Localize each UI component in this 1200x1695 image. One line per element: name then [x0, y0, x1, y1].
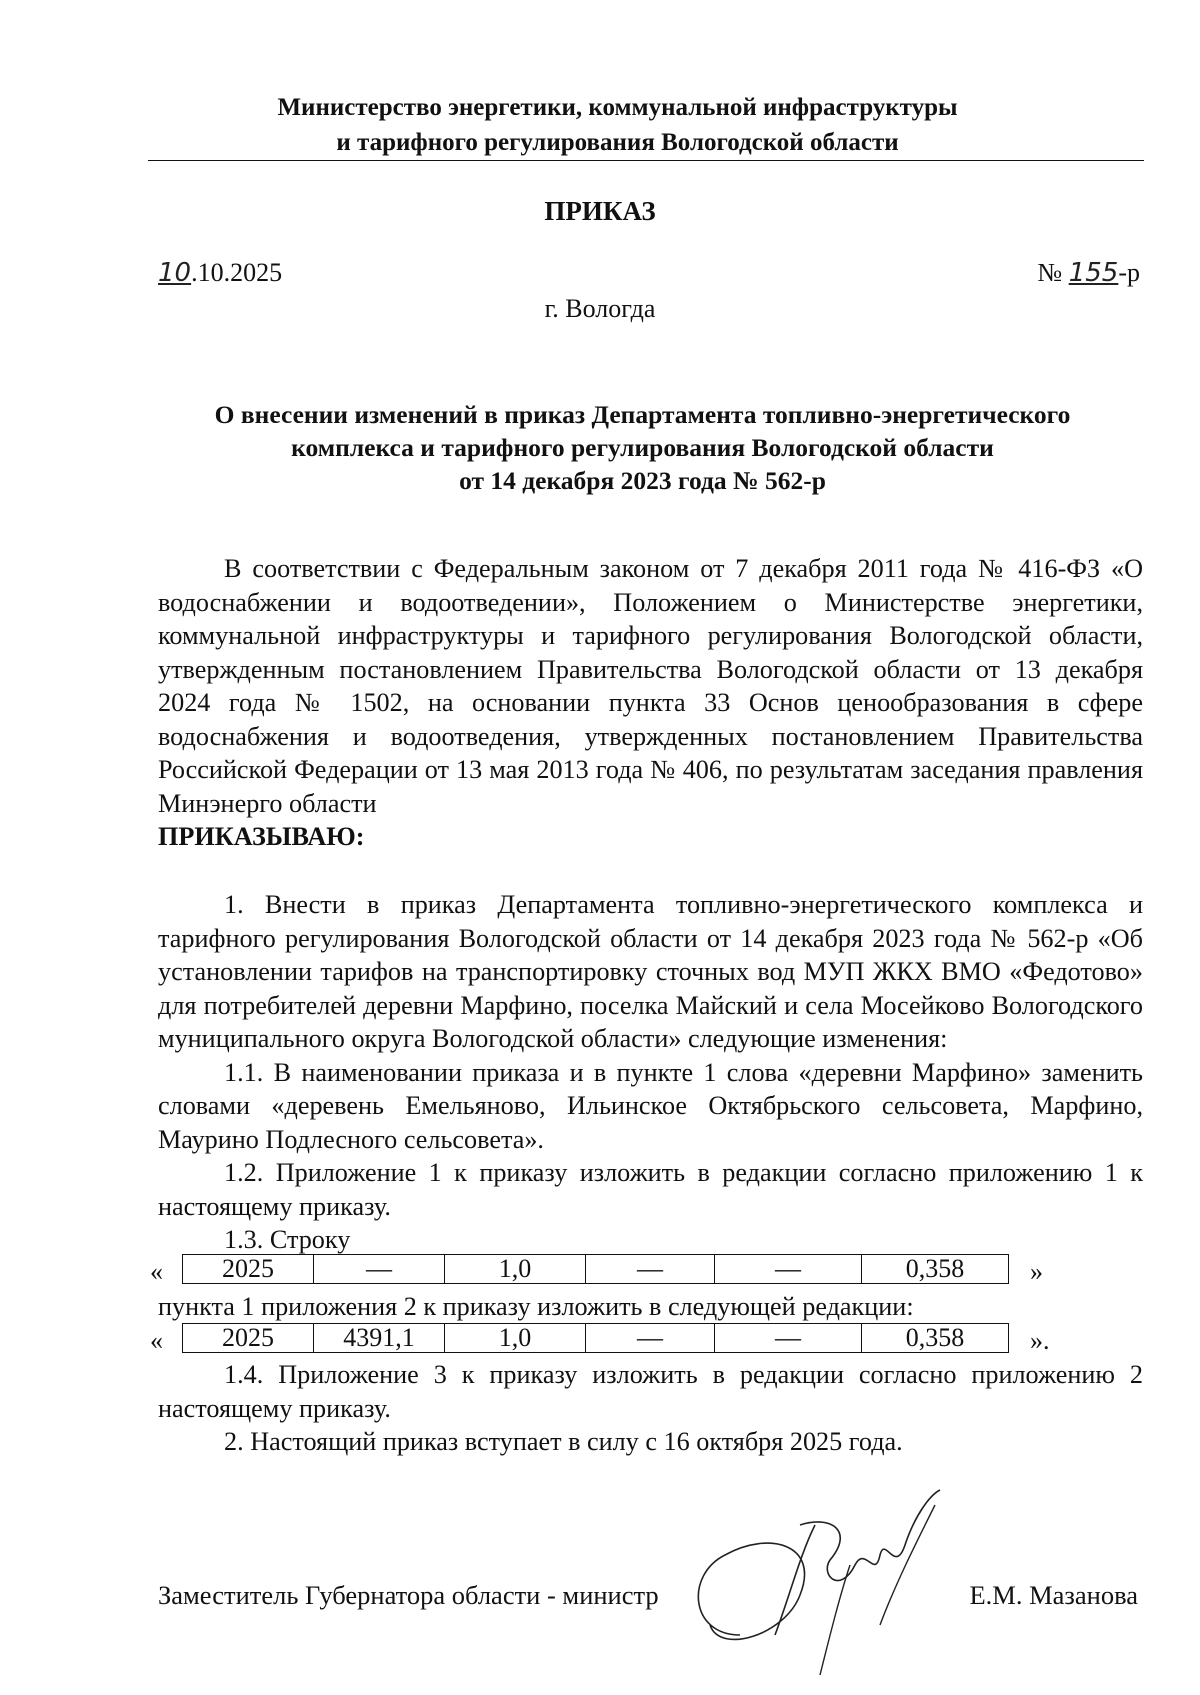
item-1: 1. Внести в приказ Департамента топливно-энергетического комплекса и тарифного регулирования Вологодской области от 14 декабря 2023 года № 562-р «Об установлении тарифов на транспортировку сточных вод МУП ЖКХ ВМО «Федотово» для потребителей деревни Марфино, поселка Майский и села Мосейково Вологодского муниципального округа Вологодской области» следующие изменения:	[158, 890, 1143, 1053]
signatory-position: Заместитель Губернатора области - министр	[158, 1580, 659, 1610]
city: г. Вологда	[544, 294, 656, 323]
date-day-handwritten: 10	[158, 258, 192, 288]
cell: 0,358	[862, 1255, 1009, 1284]
number-suffix: -р	[1118, 258, 1140, 287]
row-old-close: »	[1030, 1257, 1043, 1286]
cell: —	[314, 1255, 445, 1284]
tariff-row-new	[182, 1323, 1009, 1353]
cell: 4391,1	[314, 1324, 445, 1353]
ministry-line-2: и тарифного регулирования Вологодской области	[336, 129, 899, 156]
row-new-open: «	[150, 1326, 163, 1355]
cell: 2025	[183, 1324, 314, 1353]
mid-text: пункта 1 приложения 2 к приказу изложить в следующей редакции:	[158, 1292, 914, 1321]
tariff-row-old	[182, 1254, 1009, 1284]
order-subject	[150, 398, 1135, 497]
cell: 1,0	[445, 1324, 586, 1353]
subject-line-3: от 14 декабря 2023 года № 562-р	[459, 466, 826, 495]
ministry-header	[150, 90, 1085, 160]
handwritten-signature	[680, 1485, 950, 1685]
date-rest: .10.2025	[191, 258, 283, 287]
order-word: ПРИКАЗЫВАЮ:	[158, 822, 365, 851]
signatory-name: Е.М. Мазанова	[969, 1580, 1138, 1610]
number-handwritten: 155	[1068, 258, 1119, 288]
item-1-1: 1.1. В наименовании приказа и в пункте 1 слова «деревни Марфино» заменить словами «деревень Емельяново, Ильинское Октябрьского сельсовета, Марфино, Маурино Подлесного сельсовета».	[158, 1057, 1143, 1154]
doc-type-title: ПРИКАЗ	[544, 196, 656, 226]
item-2: 2. Настоящий приказ вступает в силу с 16 октября 2025 года.	[224, 1427, 903, 1456]
preamble-text: В соответствии с Федеральным законом от 7 декабря 2011 года № 416-ФЗ «О водоснабжении и водоотведении», Положением о Министерстве энергетики, коммунальной инфраструктуры и тарифного регулирования Вологодской области, утвержденным постановлением Правительства Вологодской области от 13 декабря 2024 года № 1502, на основании пункта 33 Основ ценообразования в сфере водоснабжения и водоотведения, утвержденных постановлением Правительства Российской Федерации от 13 мая 2013 года № 406, по результатам заседания правления Минэнерго области	[158, 554, 1143, 818]
cell: 1,0	[445, 1255, 586, 1284]
cell: —	[586, 1324, 715, 1353]
closing-items	[158, 1358, 1143, 1459]
row-old-open: «	[150, 1257, 163, 1286]
order-items	[158, 888, 1143, 1257]
item-1-3: 1.3. Строку	[224, 1225, 351, 1254]
header-rule	[148, 160, 1144, 161]
subject-line-1: О внесении изменений в приказ Департамента топливно-энергетического	[214, 400, 1071, 429]
cell: —	[586, 1255, 715, 1284]
subject-line-2: комплекса и тарифного регулирования Вологодской области	[291, 433, 994, 462]
cell: 2025	[183, 1255, 314, 1284]
cell: —	[715, 1324, 862, 1353]
order-number	[1037, 258, 1140, 288]
item-1-2: 1.2. Приложение 1 к приказу изложить в редакции согласно приложению 1 к настоящему приказу.	[158, 1158, 1143, 1221]
preamble	[158, 552, 1143, 854]
cell: —	[715, 1255, 862, 1284]
cell: 0,358	[862, 1324, 1009, 1353]
number-prefix: №	[1037, 258, 1063, 287]
order-date	[158, 258, 282, 288]
row-new-close: ».	[1030, 1326, 1050, 1355]
item-1-4: 1.4. Приложение 3 к приказу изложить в редакции согласно приложению 2 настоящему приказу.	[158, 1360, 1143, 1423]
ministry-line-1: Министерство энергетики, коммунальной инфраструктуры	[277, 94, 958, 121]
mid-line	[158, 1290, 1143, 1324]
